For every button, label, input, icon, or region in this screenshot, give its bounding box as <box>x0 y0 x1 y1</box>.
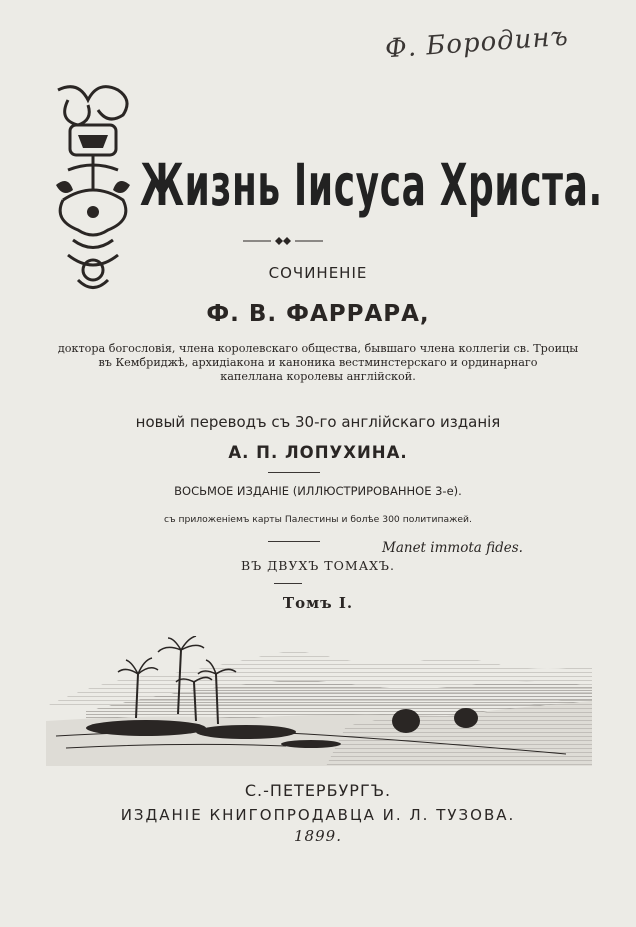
landscape-engraving <box>46 636 592 766</box>
translator-name: А. П. ЛОПУХИНА. <box>228 443 408 462</box>
handwritten-signature: Ф. Бородинъ <box>384 21 570 65</box>
volumes-note: ВЪ ДВУХЪ ТОМАХЪ. <box>241 558 395 573</box>
edition-note: ВОСЬМОЕ ИЗДАНIЕ (ИЛЛЮСТРИРОВАННОЕ 3-е). <box>174 484 462 498</box>
ornament-divider-icon <box>243 234 323 248</box>
publication-city: С.-ПЕТЕРБУРГЪ. <box>244 781 392 800</box>
volume-number: Томъ I. <box>282 594 354 612</box>
divider <box>274 583 302 584</box>
book-title: Жизнь Iисуса Христа. <box>140 151 603 219</box>
appendix-note: съ приложенiемъ карты Палестины и болѣе 300 политипажей. <box>164 514 472 525</box>
ornamental-initial-icon <box>48 80 138 295</box>
author-description-line: капеллана королевы англiйской. <box>220 370 416 383</box>
author-description-line: въ Кембриджѣ, архидiакона и каноника вестминстерскаго и ординарнаго <box>98 356 538 369</box>
publication-year: 1899. <box>294 827 342 845</box>
divider <box>268 541 320 542</box>
publisher: ИЗДАНIЕ КНИГОПРОДАВЦА И. Л. ТУЗОВА. <box>120 806 516 824</box>
motto: Manet immota fides. <box>382 540 523 556</box>
author-description-line: доктора богословiя, члена королевскаго общества, бывшаго члена коллегiи св. Троицы <box>57 342 579 355</box>
translation-note: новый переводъ съ 30-го англiйскаго изданiя <box>135 413 501 431</box>
author-name: Ф. В. ФАРРАРА, <box>206 301 430 327</box>
byline: СОЧИНЕНIЕ <box>268 264 368 282</box>
author-description <box>0 342 636 384</box>
divider <box>268 472 320 473</box>
